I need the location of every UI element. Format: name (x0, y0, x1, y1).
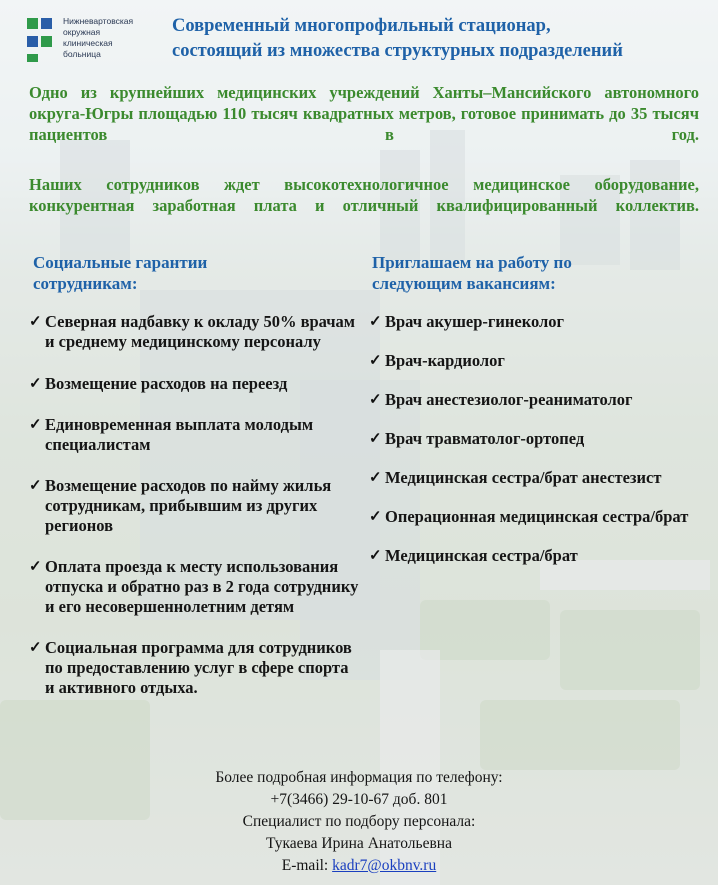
checkmark-icon: ✓ (369, 470, 382, 486)
guarantee-text: Социальная программа для сотрудников по предоставлению услуг в сфере спорта и активного отдыха. (45, 638, 352, 697)
guarantee-text: Единовременная выплата молодым специалистам (45, 415, 314, 454)
guarantees-heading-line-1: Социальные гарантии (33, 253, 208, 272)
checkmark-icon: ✓ (29, 640, 42, 656)
list-item (369, 546, 709, 566)
list-item (369, 468, 709, 488)
vacancies-heading (372, 252, 692, 294)
contact-phone: +7(3466) 29-10-67 доб. 801 (270, 791, 448, 808)
vacancy-text: Врач анестезиолог-реаниматолог (385, 390, 633, 409)
checkmark-icon: ✓ (29, 376, 42, 392)
vacancy-text: Врач-кардиолог (385, 351, 505, 370)
vacancy-text: Медицинская сестра/брат (385, 546, 578, 565)
vacancy-text: Операционная медицинская сестра/брат (385, 507, 689, 526)
contact-email-line (0, 855, 718, 877)
title-line-1: Современный многопрофильный стационар, (172, 16, 551, 36)
page-title (172, 14, 712, 64)
vacancies-heading-line-1: Приглашаем на работу по (372, 253, 572, 272)
guarantees-heading (33, 252, 353, 294)
checkmark-icon: ✓ (369, 548, 382, 564)
logo-text-line: клиническая (63, 38, 113, 48)
guarantee-text: Возмещение расходов по найму жилья сотрудникам, прибывшим из других регионов (45, 476, 332, 535)
checkmark-icon: ✓ (369, 509, 382, 525)
title-line-2: состоящий из множества структурных подразделений (172, 41, 623, 61)
vacancies-list (369, 312, 709, 566)
checkmark-icon: ✓ (29, 478, 42, 494)
list-item (29, 557, 359, 617)
list-item (369, 312, 709, 332)
list-item (29, 476, 359, 536)
list-item (29, 415, 359, 455)
list-item (369, 390, 709, 410)
email-label: E-mail: (281, 857, 329, 874)
logo-text-line: больница (63, 49, 101, 59)
email-link[interactable]: kadr7@okbnv.ru (332, 857, 437, 874)
checkmark-icon: ✓ (369, 314, 382, 330)
checkmark-icon: ✓ (29, 314, 42, 330)
contact-footer (0, 767, 718, 877)
guarantee-text: Оплата проезда к месту использования отпуска и обратно раз в 2 года сотруднику и его несовершеннолетним детям (45, 557, 359, 616)
list-item (29, 312, 359, 352)
list-item (29, 374, 359, 394)
logo-text-line: Нижневартовская (63, 16, 134, 26)
logo-text-line: окружная (63, 27, 101, 37)
intro-paragraph-1: Одно из крупнейших медицинских учреждений Ханты–Мансийского автономного округа-Югры площадью 110 тысяч квадратных метров, готовое принимать до 35 тысяч пациентов в год. (29, 83, 699, 144)
checkmark-icon: ✓ (369, 392, 382, 408)
list-item (369, 507, 709, 527)
vacancy-text: Медицинская сестра/брат анестезист (385, 468, 662, 487)
checkmark-icon: ✓ (369, 431, 382, 447)
checkmark-icon: ✓ (29, 417, 42, 433)
guarantees-heading-line-2: сотрудникам: (33, 274, 138, 293)
contact-info-line: Более подробная информация по телефону: (215, 769, 503, 786)
vacancy-text: Врач акушер-гинеколог (385, 312, 565, 331)
guarantee-text: Северная надбавку к окладу 50% врачам и среднему медицинскому персоналу (45, 312, 356, 351)
guarantee-text: Возмещение расходов на переезд (45, 374, 288, 393)
contact-name: Тукаева Ирина Анатольевна (266, 835, 452, 852)
vacancy-text: Врач травматолог-ортопед (385, 429, 585, 448)
intro-paragraph-2: Наших сотрудников ждет высокотехнологичное медицинское оборудование, конкурентная заработная плата и отличный квалифицированный коллектив. (29, 175, 699, 215)
contact-specialist-label: Специалист по подбору персонала: (242, 813, 476, 830)
list-item (369, 351, 709, 371)
vacancies-heading-line-2: следующим вакансиям: (372, 274, 556, 293)
hospital-logo (27, 18, 177, 66)
list-item (29, 638, 359, 698)
guarantees-list (29, 312, 359, 698)
checkmark-icon: ✓ (369, 353, 382, 369)
checkmark-icon: ✓ (29, 559, 42, 575)
list-item (369, 429, 709, 449)
